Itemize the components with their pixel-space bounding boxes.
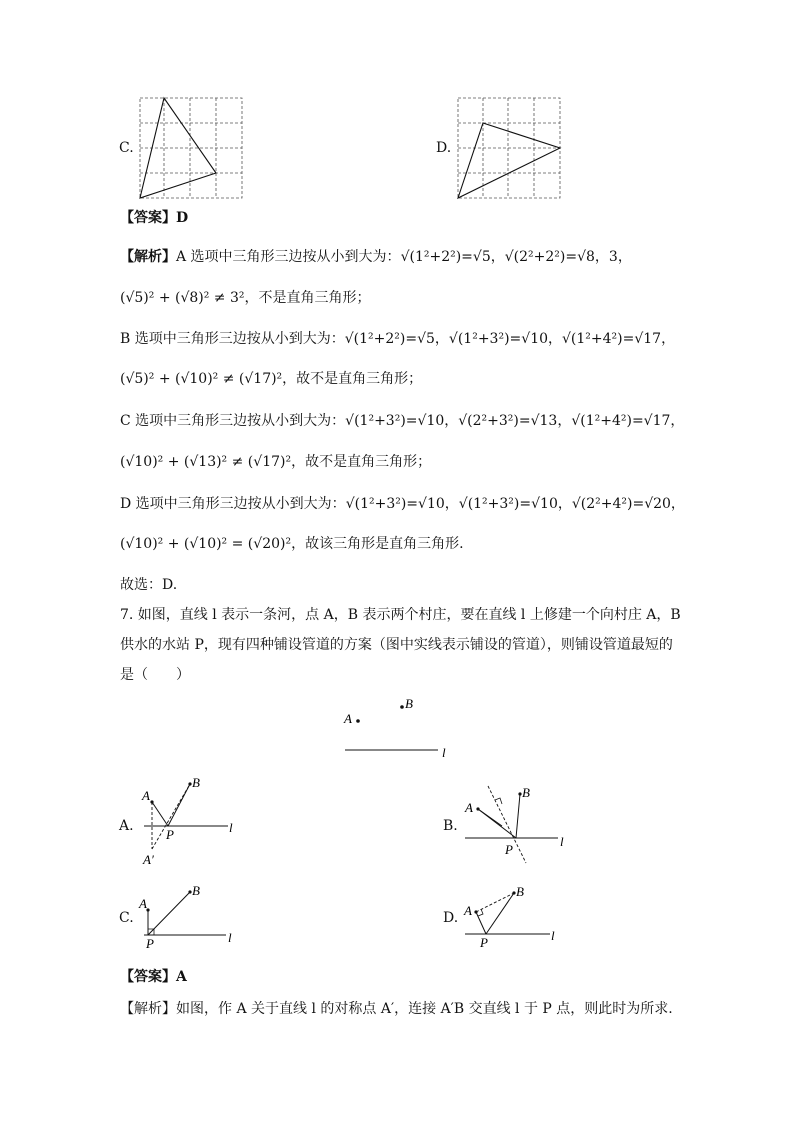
analysis-a-math2: (√5)² + (√8)² ≠ 3²， [120, 290, 259, 306]
main-label-b: B [405, 696, 413, 711]
fig-option-b [460, 778, 580, 868]
fig-option-c-label: C. [119, 910, 134, 926]
b-label-a: A [465, 800, 473, 815]
c-label-b: B [192, 883, 200, 898]
fig-option-a-label: A. [119, 818, 134, 834]
b-label-b: B [522, 785, 530, 800]
b-label-p: P [505, 842, 513, 857]
d-label-b: B [516, 884, 524, 899]
answer-1: 【答案】D [120, 210, 189, 226]
analysis-a-math: √(1²+2²)=√5，√(2²+2²)=√8，3， [400, 249, 632, 265]
a-label-a: A [142, 788, 150, 803]
analysis-d-math2: (√10)² + (√10)² = (√20)²， [120, 536, 306, 552]
d-label-l: l [551, 928, 555, 943]
d-label-a: A [464, 903, 472, 918]
analysis-d-line1 [120, 493, 685, 513]
analysis-c-math: √(1²+3²)=√10，√(2²+3²)=√13，√(1²+4²)=√17， [345, 413, 685, 429]
analysis-c-text: C 选项中三角形三边按从小到大为： [120, 413, 346, 429]
analysis-2: 【解析】如图，作 A 关于直线 l 的对称点 A′，连接 A′B 交直线 l 于 P 点，则此时为所求. [120, 1001, 673, 1017]
a-label-b: B [192, 775, 200, 790]
c-label-p: P [146, 936, 154, 951]
question-7-line2: 供水的水站 P，现有四种铺设管道的方案（图中实线表示铺设的管道），则铺设管道最短的 [120, 637, 673, 653]
option-d-grid-figure [456, 96, 562, 202]
option-c-label: C. [119, 140, 134, 156]
analysis-b-math: √(1²+2²)=√5，√(1²+3²)=√10，√(1²+4²)=√17， [344, 331, 676, 347]
analysis-a-line1 [120, 246, 632, 266]
analysis-c-line1 [120, 410, 684, 430]
analysis-b-text2: 故不是直角三角形； [296, 371, 423, 387]
question-7-main-figure [330, 690, 470, 765]
main-label-l: l [442, 745, 446, 760]
analysis-c-text2: 故不是直角三角形； [305, 454, 432, 470]
c-label-a: A [139, 896, 147, 911]
analysis-c-math2: (√10)² + (√13)² ≠ (√17)²， [120, 454, 306, 470]
question-7-line3: 是（ ） [120, 667, 190, 683]
analysis-b-math2: (√5)² + (√10)² ≠ (√17)²， [120, 371, 297, 387]
analysis-d-math: √(1²+3²)=√10，√(1²+3²)=√10，√(2²+4²)=√20， [345, 496, 685, 512]
a-label-p: P [166, 827, 174, 842]
analysis-d-text2: 故该三角形是直角三角形. [305, 536, 464, 552]
choose-d: 故选：D. [120, 577, 178, 593]
fig-option-d-label: D. [443, 910, 459, 926]
b-label-l: l [560, 834, 564, 849]
analysis-b-line2 [120, 368, 422, 388]
main-label-a: A [344, 711, 352, 726]
analysis-a-text: A 选项中三角形三边按从小到大为： [176, 249, 401, 265]
fig-option-d [460, 882, 570, 952]
analysis-b-text: B 选项中三角形三边按从小到大为： [120, 331, 345, 347]
a-label-a-prime: A′ [143, 852, 154, 867]
question-7-line1: 7. 如图，直线 l 表示一条河，点 A，B 表示两个村庄，要在直线 l 上修建一个向村庄 A，B [120, 607, 681, 623]
analysis-label: 【解析】 [120, 249, 176, 265]
option-d-label: D. [436, 140, 452, 156]
analysis-a-line2 [120, 287, 371, 307]
analysis-d-text: D 选项中三角形三边按从小到大为： [120, 496, 346, 512]
c-label-l: l [228, 930, 232, 945]
d-label-p: P [480, 935, 488, 950]
a-label-l: l [229, 820, 233, 835]
analysis-b-line1 [120, 328, 675, 348]
fig-option-c [134, 882, 244, 952]
fig-option-a [134, 772, 244, 872]
answer-2: 【答案】A [120, 969, 187, 985]
analysis-a-text2: 不是直角三角形； [258, 290, 371, 306]
analysis-c-line2 [120, 451, 431, 471]
fig-option-b-label: B. [443, 818, 458, 834]
option-c-grid-figure [138, 96, 244, 202]
analysis-d-line2 [120, 533, 464, 553]
